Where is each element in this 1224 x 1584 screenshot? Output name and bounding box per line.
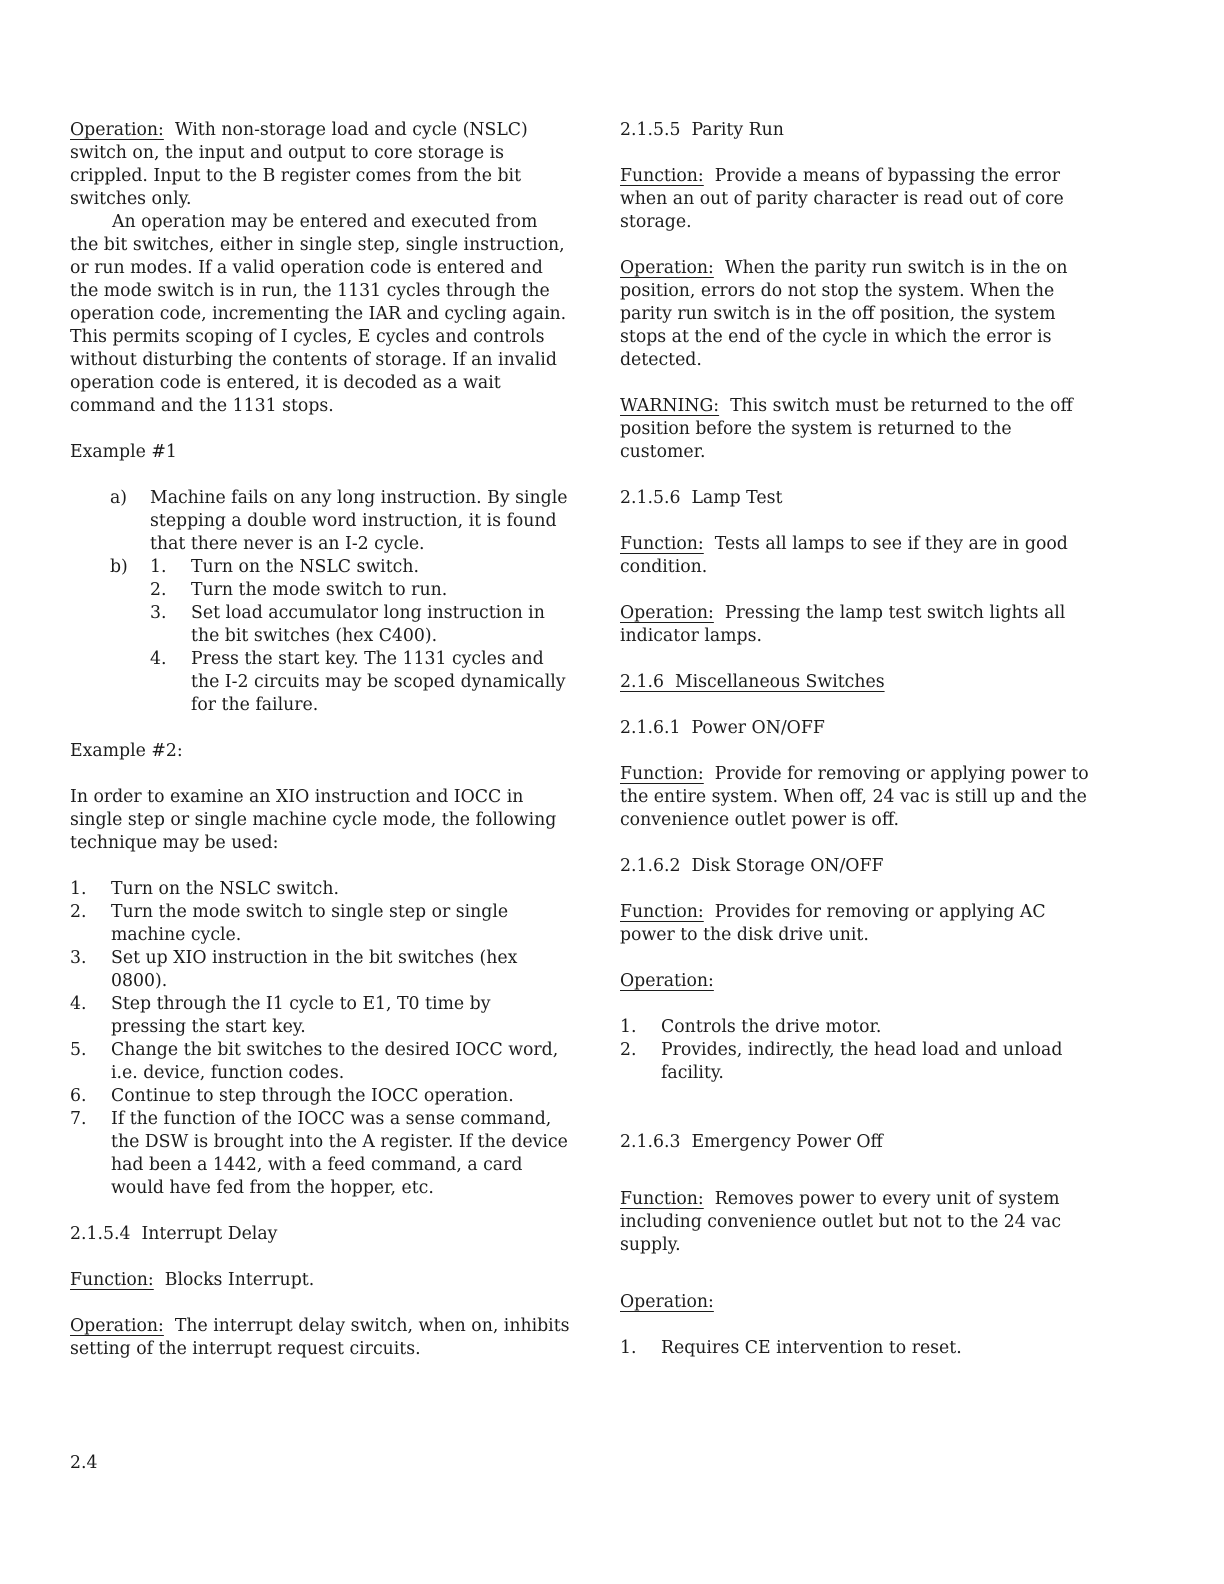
list-text: Turn the mode switch to run. (191, 580, 448, 600)
list-number: 2. (70, 902, 87, 922)
section-2154-heading: 2.1.5.4 Interrupt Delay (70, 1224, 278, 1244)
example-2-intro: In order to examine an XIO instruction and IOCC in single step or single machine cycle mode, the following technique may be used: (70, 787, 557, 853)
example-1-title: Example #1 (70, 442, 177, 462)
list-text: Turn the mode switch to single step or single machine cycle. (111, 902, 509, 945)
list-text: Requires CE intervention to reset. (661, 1338, 962, 1358)
item-label: a) (110, 488, 128, 508)
section-2161-function (620, 763, 1100, 832)
list-text: Continue to step through the IOCC operation. (111, 1086, 514, 1106)
operation-label: Operation: (70, 1316, 164, 1336)
function-label: Function: (620, 534, 704, 554)
list-item (70, 1108, 570, 1200)
function-text: Provide a means of bypassing the error when an out of parity character is read out of core storage. (620, 166, 1064, 232)
section-2156-function (620, 533, 1100, 579)
operation-label: Operation: (620, 258, 714, 278)
list-item (150, 648, 570, 717)
warning-label: WARNING: (620, 396, 720, 416)
section-2162-steps (620, 1016, 1100, 1085)
section-2155-function (620, 165, 1100, 234)
section-2163-function (620, 1188, 1100, 1257)
list-item (70, 1085, 570, 1108)
example-2-steps (70, 878, 570, 1200)
function-label: Function: (620, 902, 704, 922)
section-216-title: 2.1.6 Miscellaneous Switches (620, 672, 885, 692)
function-label: Function: (70, 1270, 154, 1290)
section-2156-operation (620, 602, 1100, 648)
list-number: 3. (150, 603, 167, 623)
operation-label: Operation: (620, 971, 714, 991)
function-label: Function: (620, 1189, 704, 1209)
operation-text: When the parity run switch is in the on position, errors do not stop the system. When the parity run switch is in the off position, the system stops at the end of the cycle in which the error is detected. (620, 258, 1068, 370)
operation-text: Pressing the lamp test switch lights all indicator lamps. (620, 603, 1066, 646)
list-item (150, 602, 570, 648)
function-text: Removes power to every unit of system including convenience outlet but not to the 24 vac supply. (620, 1189, 1062, 1255)
list-item (620, 1039, 1100, 1085)
section-2156-heading: 2.1.5.6 Lamp Test (620, 488, 783, 508)
list-text: Press the start key. The 1131 cycles and the I-2 circuits may be scoped dynamically for the failure. (191, 649, 566, 715)
list-text: Set load accumulator long instruction in the bit switches (hex C400). (191, 603, 545, 646)
item-label: b) (110, 557, 128, 577)
list-text: Change the bit switches to the desired IOCC word, i.e. device, function codes. (111, 1040, 559, 1083)
list-number: 2. (150, 580, 167, 600)
list-text: Provides, indirectly, the head load and unload facility. (661, 1040, 1063, 1083)
list-number: 6. (70, 1086, 87, 1106)
nslc-operation-paragraph (70, 119, 570, 211)
list-item (70, 1039, 570, 1085)
nslc-operation-paragraph-2: An operation may be entered and executed from the bit switches, either in single step, single instruction, or run modes. If a valid operation code is entered and the mode switch is in run, the 1131 cycles through the operation code, incrementing the IAR and cycling again. This permits scoping of I cycles, E cycles and controls without disturbing the contents of storage. If an invalid operation code is entered, it is decoded as a wait command and the 1131 stops. (70, 212, 567, 416)
section-2163-heading: 2.1.6.3 Emergency Power Off (620, 1132, 883, 1152)
example-2-title: Example #2: (70, 741, 183, 761)
list-text: Set up XIO instruction in the bit switches (hex 0800). (111, 948, 518, 991)
list-item (150, 579, 570, 602)
list-number: 2. (620, 1040, 637, 1060)
list-number: 1. (620, 1017, 637, 1037)
list-text: If the function of the IOCC was a sense command, the DSW is brought into the A register. If the device had been a 1442, with a feed command, a card would have fed from the hopper, etc. (111, 1109, 568, 1198)
section-2155-operation (620, 257, 1100, 372)
list-number: 5. (70, 1040, 87, 1060)
example-1-b-steps (150, 556, 570, 717)
operation-label: Operation: (620, 1292, 714, 1312)
section-2163-steps (620, 1337, 1100, 1360)
list-item (620, 1016, 1100, 1039)
function-text: Provide for removing or applying power to the entire system. When off, 24 vac is still up and the convenience outlet power is off. (620, 764, 1089, 830)
list-text: Turn on the NSLC switch. (111, 879, 339, 899)
operation-text: With non-storage load and cycle (NSLC) switch on, the input and output to core storage is crippled. Input to the B register comes from the bit switches only. (70, 120, 528, 209)
section-2154-function (70, 1269, 570, 1292)
warning-paragraph (620, 395, 1100, 464)
list-item (620, 1337, 1100, 1360)
list-text: Step through the I1 cycle to E1, T0 time by pressing the start key. (111, 994, 491, 1037)
operation-label: Operation: (620, 603, 714, 623)
list-number: 1. (70, 879, 87, 899)
list-number: 4. (70, 994, 87, 1014)
operation-text: The interrupt delay switch, when on, inhibits setting of the interrupt request circuits. (70, 1316, 570, 1359)
section-2155-heading: 2.1.5.5 Parity Run (620, 120, 784, 140)
list-item (70, 947, 570, 993)
warning-text: This switch must be returned to the off position before the system is returned to the customer. (620, 396, 1073, 462)
function-label: Function: (620, 764, 704, 784)
example-1-item-a (110, 487, 570, 556)
list-text: Turn on the NSLC switch. (191, 557, 419, 577)
item-text: Machine fails on any long instruction. By single stepping a double word instruction, it is found that there never is an I-2 cycle. (150, 488, 568, 554)
list-item (150, 556, 570, 579)
list-text: Controls the drive motor. (661, 1017, 882, 1037)
section-2162-operation (620, 970, 1100, 993)
operation-label: Operation: (70, 120, 164, 140)
list-number: 3. (70, 948, 87, 968)
section-216-heading (620, 671, 1100, 694)
function-text: Tests all lamps to see if they are in good condition. (620, 534, 1068, 577)
list-number: 4. (150, 649, 167, 669)
section-2163-operation (620, 1291, 1100, 1314)
example-1-item-b (110, 556, 570, 717)
right-column (620, 119, 1100, 1360)
list-number: 1. (620, 1338, 637, 1358)
section-2162-heading: 2.1.6.2 Disk Storage ON/OFF (620, 856, 884, 876)
list-item (70, 878, 570, 901)
left-column (70, 119, 570, 1361)
section-2154-operation (70, 1315, 570, 1361)
function-label: Function: (620, 166, 704, 186)
section-2161-heading: 2.1.6.1 Power ON/OFF (620, 718, 825, 738)
page-number: 2.4 (70, 1453, 98, 1473)
list-item (70, 901, 570, 947)
section-2162-function (620, 901, 1100, 947)
function-text: Provides for removing or applying AC power to the disk drive unit. (620, 902, 1046, 945)
list-number: 1. (150, 557, 167, 577)
list-item (70, 993, 570, 1039)
function-text: Blocks Interrupt. (164, 1270, 315, 1290)
list-number: 7. (70, 1109, 87, 1129)
